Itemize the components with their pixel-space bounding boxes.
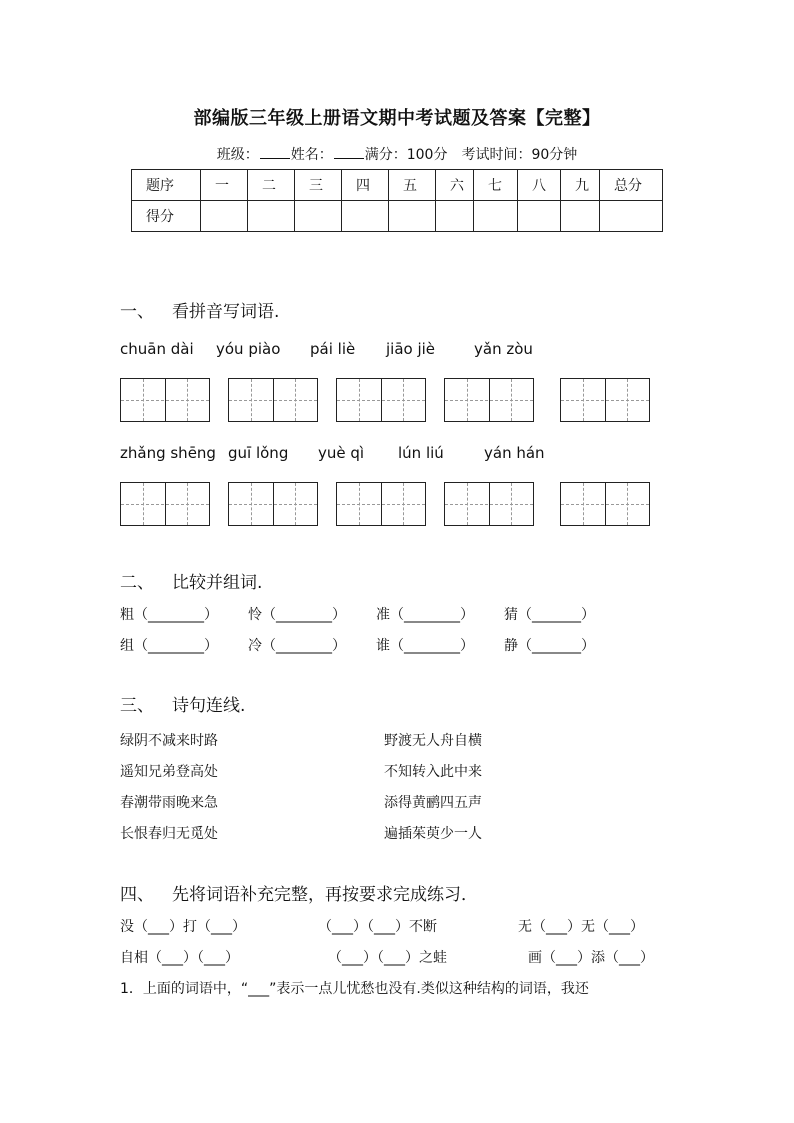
writing-box[interactable] [560,378,650,422]
poem-right-line[interactable]: 添得黄鹂四五声 [384,795,482,811]
section-number: 一、 [120,302,154,322]
table-header-cell: 九 [561,170,600,201]
section-number: 三、 [120,696,154,716]
full-score: 满分：100分 [364,147,448,163]
section-title: 先将词语补充完整，再按要求完成练习． [172,885,478,905]
score-row-label: 得分 [132,201,201,232]
table-header-cell: 七 [474,170,518,201]
page-title: 部编版三年级上册语文期中考试题及答案【完整】 [193,108,601,129]
poem-left-line[interactable]: 绿阴不减来时路 [120,733,218,749]
section-title: 比较并组词. [172,573,263,593]
pinyin-label: lún liú [398,444,444,462]
poem-right-line[interactable]: 野渡无人舟自横 [384,733,482,749]
score-cell[interactable] [474,201,518,232]
section-1-heading [120,297,279,322]
section-title: 看拼音写词语. [172,302,280,322]
poem-right-line[interactable]: 遍插茱萸少一人 [384,826,482,842]
table-header-cell: 八 [518,170,561,201]
exam-info [0,144,794,164]
writing-box[interactable] [120,482,210,526]
poem-left-line[interactable]: 长恨春归无觅处 [120,826,218,842]
poem-right-line[interactable]: 不知转入此中来 [384,764,482,780]
idiom-item: （___）（___）之蛙 [328,950,447,966]
writing-box[interactable] [444,482,534,526]
poem-left-line[interactable]: 春潮带雨晚来急 [120,795,218,811]
section-3-heading [120,691,245,716]
table-header-cell: 五 [389,170,436,201]
table-header-cell: 一 [201,170,248,201]
pinyin-label: jiāo jiè [386,340,436,358]
score-cell[interactable] [295,201,342,232]
name-blank [334,146,364,159]
pinyin-label: chuān dài [120,340,194,358]
table-header-cell: 四 [342,170,389,201]
pinyin-label: yǎn zòu [474,340,533,358]
writing-box[interactable] [336,482,426,526]
score-cell[interactable] [518,201,561,232]
compare-item: 冷（________） [248,638,346,654]
writing-box[interactable] [336,378,426,422]
compare-item: 静（_______） [504,638,595,654]
section-number: 二、 [120,573,154,593]
idiom-item: 自相（___）（___） [120,950,239,966]
section-title: 诗句连线. [172,696,246,716]
pinyin-label: guī lǒng [228,444,289,462]
compare-row-1 [0,604,794,624]
score-header-row [132,170,663,201]
score-cell[interactable] [561,201,600,232]
score-cell[interactable] [436,201,474,232]
pinyin-label: pái liè [310,340,356,358]
compare-item: 组（________） [120,638,218,654]
writing-box[interactable] [444,378,534,422]
score-cell[interactable] [342,201,389,232]
pinyin-label: zhǎng shēng [120,444,216,462]
idiom-item: 无（___）无（___） [518,919,644,935]
idiom-item: （___）（___）不断 [318,919,437,935]
exam-time: 考试时间：90分钟 [461,147,578,163]
idiom-item: 画（___）添（___） [528,950,654,966]
section-4-heading [120,880,478,905]
compare-item: 粗（________） [120,607,218,623]
idiom-item: 没（___）打（___） [120,919,246,935]
section-number: 四、 [120,885,154,905]
score-cell[interactable] [389,201,436,232]
compare-item: 猜（_______） [504,607,595,623]
section-2-heading [120,568,262,593]
table-header-cell: 题序 [132,170,201,201]
pinyin-label: yán hán [484,444,545,462]
score-row [132,201,663,232]
table-header-cell: 二 [248,170,295,201]
compare-row-2 [0,635,794,655]
writing-box[interactable] [120,378,210,422]
score-cell[interactable] [600,201,663,232]
class-label: 班级： [216,147,259,163]
poem-left-line[interactable]: 遥知兄弟登高处 [120,764,218,780]
writing-grid-row-1 [0,378,794,422]
compare-item: 准（________） [376,607,474,623]
table-header-cell: 三 [295,170,342,201]
compare-item: 怜（________） [248,607,346,623]
compare-item: 谁（________） [376,638,474,654]
writing-grid-row-2 [0,482,794,526]
score-cell[interactable] [248,201,295,232]
score-cell[interactable] [201,201,248,232]
pinyin-label: yuè qì [318,444,365,462]
pinyin-label: yóu piào [216,340,281,358]
question-1-text: 1．上面的词语中，“___”表示一点儿忧愁也没有.类似这种结构的词语，我还 [120,981,589,997]
writing-box[interactable] [560,482,650,526]
name-label: 姓名： [290,147,333,163]
writing-box[interactable] [228,482,318,526]
table-header-cell: 六 [436,170,474,201]
pinyin-row-1 [0,340,794,360]
writing-box[interactable] [228,378,318,422]
pinyin-row-2 [0,444,794,464]
class-blank [260,146,290,159]
table-header-cell: 总分 [600,170,663,201]
score-table [131,169,663,232]
